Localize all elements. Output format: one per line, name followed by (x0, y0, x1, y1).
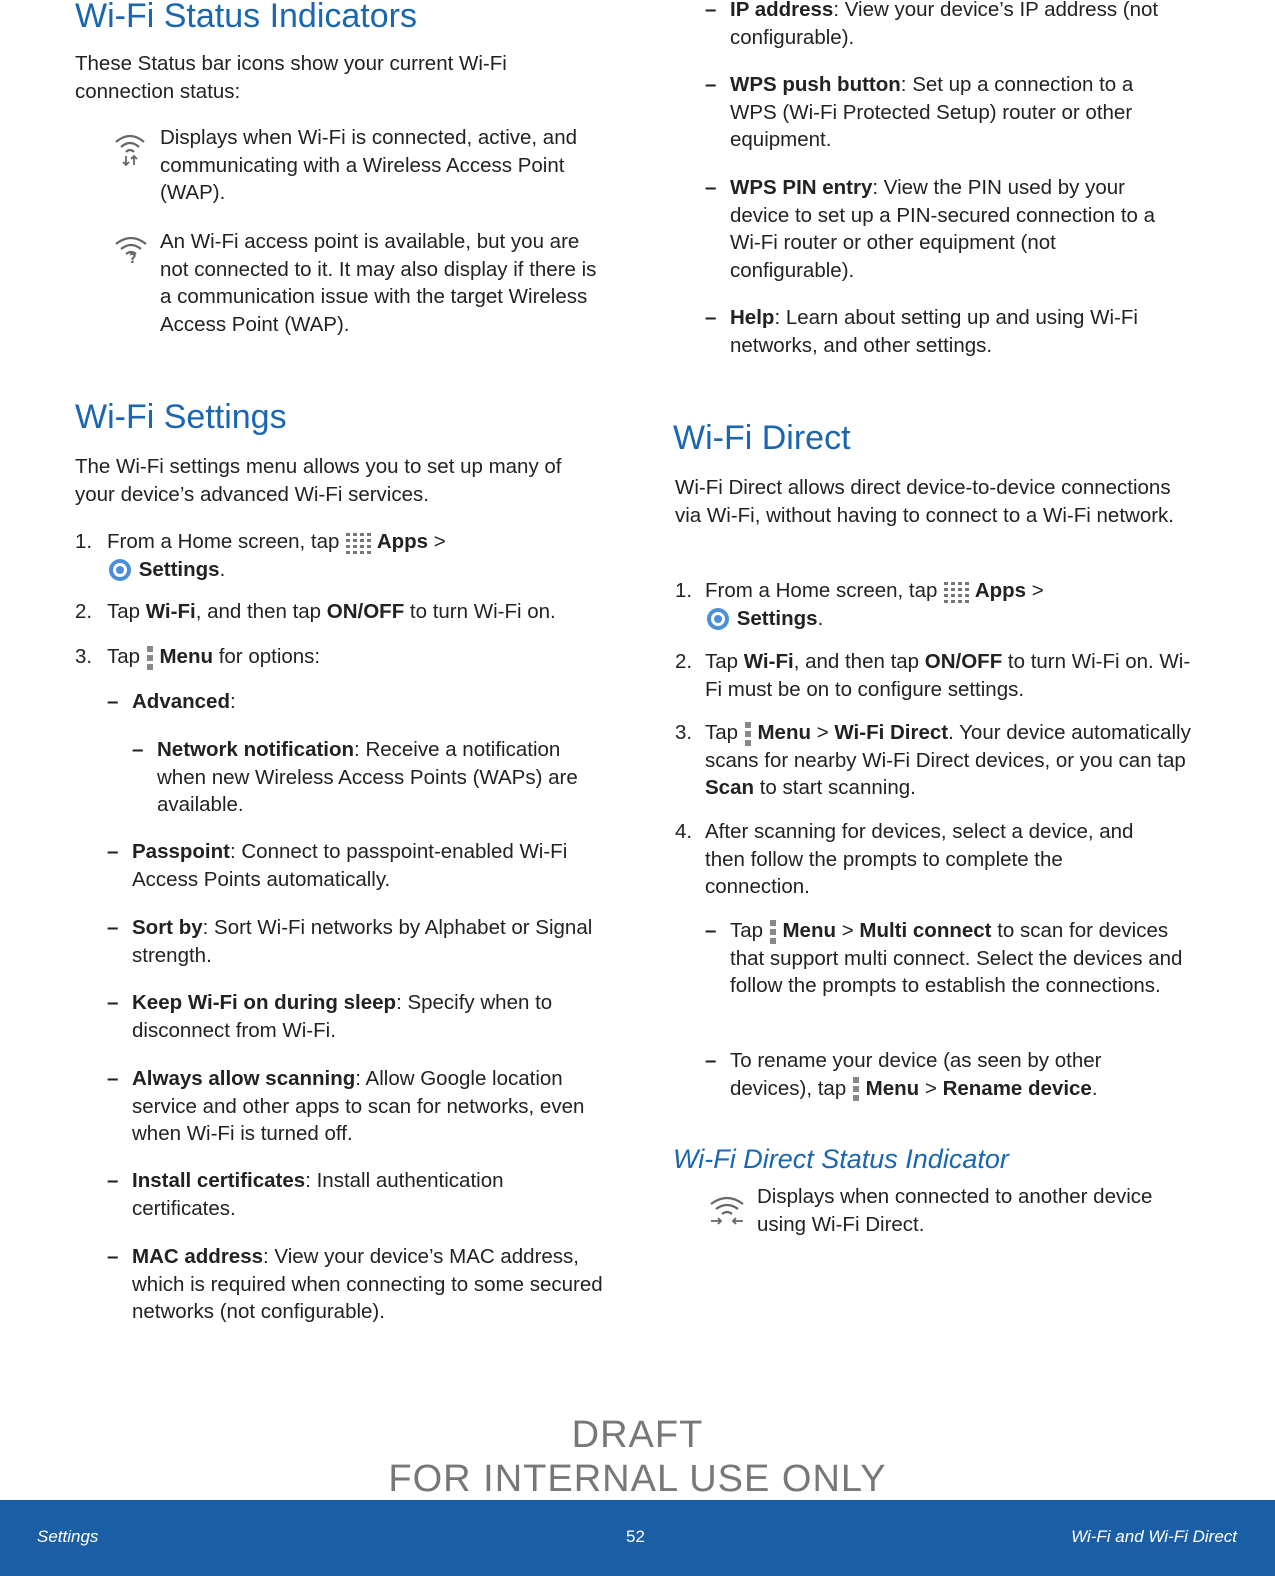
apps-label: Apps (974, 579, 1027, 602)
step2-text: , and then tap (793, 650, 920, 673)
term: Network notification (157, 738, 355, 761)
step1-text: From a Home screen, tap (705, 579, 938, 602)
term: WPS PIN entry (730, 176, 873, 199)
status-intro: These Status bar icons show your current Wi-Fi connection status: (75, 52, 507, 103)
desc: : Learn about setting up and using Wi-Fi networks, and other settings. (730, 306, 1138, 357)
term: Keep Wi-Fi on during sleep (132, 991, 397, 1014)
direct-step4: After scanning for devices, select a device, and then follow the prompts to complete the connection. (705, 820, 1134, 898)
dash: – (132, 738, 144, 761)
heading-status-indicators: Wi-Fi Status Indicators (75, 0, 417, 35)
dash: – (107, 991, 119, 1014)
step1-number: 1. (675, 579, 693, 602)
step3-end: to start scanning. (759, 776, 916, 799)
network-notification-item (157, 736, 607, 819)
term: IP address (730, 0, 834, 21)
direct-step2 (705, 648, 1205, 703)
step2-number: 2. (75, 600, 93, 623)
desc: : Set up a connection to a WPS (Wi-Fi Protected Setup) router or other equipment. (730, 73, 1134, 151)
onoff-label: ON/OFF (924, 650, 1003, 673)
term: MAC address (132, 1245, 264, 1268)
menu-label: Menu (757, 721, 811, 744)
onoff-label: ON/OFF (326, 600, 405, 623)
direct-intro: Wi-Fi Direct allows direct device-to-device connections via Wi-Fi, without having to connect to a Wi-Fi network. (675, 476, 1175, 527)
multi-connect-item (730, 917, 1205, 1000)
menu-label: Menu (782, 919, 836, 942)
period: . (1091, 1076, 1098, 1100)
dash: – (705, 306, 717, 329)
menu-dots-icon (744, 722, 752, 746)
mac-address-item (132, 1243, 607, 1326)
desc: : View your device’s IP address (not configurable). (730, 0, 1159, 49)
dash: – (705, 176, 717, 199)
wifi-connected-icon (113, 130, 147, 175)
direct-step1 (705, 577, 1195, 632)
step2-number: 2. (675, 650, 693, 673)
gt-sep: > (1031, 579, 1044, 602)
term: Passpoint (132, 840, 230, 863)
step1-text: From a Home screen, tap (107, 530, 340, 553)
dash: – (705, 0, 717, 21)
period: . (817, 606, 824, 630)
multi-connect-label: Multi connect (859, 919, 992, 942)
wifi-direct-label: Wi-Fi Direct (834, 721, 949, 744)
always-scan-item (132, 1065, 607, 1148)
term: Help (730, 306, 775, 329)
footer-chapter: Wi-Fi and Wi-Fi Direct (1071, 1527, 1237, 1546)
advanced-item (132, 688, 236, 716)
step2-tap: Tap (107, 600, 141, 623)
footer-section: Settings (37, 1527, 99, 1546)
dash: – (107, 840, 119, 863)
internal-use-watermark: FOR INTERNAL USE ONLY (388, 1458, 887, 1500)
desc: : View the PIN used by your device to set up a PIN-secured connection to a Wi-Fi router or other equipment (not configurable). (730, 176, 1156, 282)
menu-label: Menu (159, 645, 213, 668)
tap: Tap (730, 919, 764, 942)
term: Install certificates (132, 1169, 306, 1192)
step2-end: to turn Wi-Fi on. (409, 600, 556, 623)
wifi-label: Wi-Fi (145, 600, 196, 623)
rename-device-label: Rename device (942, 1076, 1092, 1100)
settings-label: Settings (138, 557, 220, 581)
rename-text: To rename your device (as seen by other devices), tap (730, 1049, 1102, 1100)
gt-sep: > (816, 721, 829, 744)
step1-number: 1. (75, 530, 93, 553)
scan-label: Scan (705, 776, 754, 799)
dash: – (107, 1169, 119, 1192)
heading-direct-indicator: Wi-Fi Direct Status Indicator (673, 1144, 1009, 1174)
dash: – (107, 916, 119, 939)
direct-step3 (705, 719, 1205, 802)
settings-intro: The Wi-Fi settings menu allows you to set up many of your device’s advanced Wi-Fi services. (75, 455, 562, 506)
dash: – (705, 1049, 717, 1072)
keep-wifi-item (132, 989, 602, 1044)
ip-address-item (730, 0, 1205, 51)
step3-number: 3. (675, 721, 693, 744)
desc: : Allow Google location service and other apps to scan for networks, even when Wi-Fi is turned off. (132, 1067, 585, 1145)
settings-label: Settings (736, 606, 818, 630)
passpoint-item (132, 838, 602, 893)
colon: : (229, 690, 236, 713)
rename-item (730, 1047, 1160, 1102)
help-item (730, 304, 1190, 359)
menu-dots-icon (146, 646, 154, 670)
desc: : Sort Wi-Fi networks by Alphabet or Signal strength. (132, 916, 593, 967)
icon1-description: Displays when Wi-Fi is connected, active, and communicating with a Wireless Access Point (WAP). (160, 126, 578, 204)
desc: : Install authentication certificates. (132, 1169, 504, 1220)
wifi-direct-icon (707, 1192, 747, 1233)
settings-gear-icon (705, 606, 731, 632)
dash: – (107, 1067, 119, 1090)
menu-dots-icon (769, 920, 777, 944)
heading-wifi-direct: Wi-Fi Direct (673, 419, 851, 457)
term: Sort by (132, 916, 203, 939)
desc: : Specify when to disconnect from Wi-Fi. (132, 991, 553, 1042)
step4-number: 4. (675, 820, 693, 843)
wps-pin-item (730, 174, 1170, 284)
menu-dots-icon (852, 1077, 860, 1101)
gt-sep: > (841, 919, 854, 942)
step1 (107, 528, 597, 583)
wifi-available-icon (113, 232, 149, 271)
indicator-description: Displays when connected to another device using Wi-Fi Direct. (757, 1185, 1153, 1236)
sort-by-item (132, 914, 602, 969)
dash: – (107, 690, 119, 713)
period: . (219, 557, 226, 581)
step3-tap: Tap (107, 645, 141, 668)
icon2-description: An Wi-Fi access point is available, but you are not connected to it. It may also display if there is a communication issue with the target Wireless Access Point (WAP). (160, 230, 597, 336)
menu-label: Menu (865, 1076, 920, 1100)
gt-sep: > (433, 530, 446, 553)
desc: : Receive a notification when new Wireless Access Points (WAPs) are available. (157, 738, 578, 816)
step3-tap: Tap (705, 721, 739, 744)
step3-text: for options: (218, 645, 321, 668)
step2-end: to turn Wi-Fi on. Wi-Fi must be on to configure settings. (705, 650, 1191, 701)
dash: – (705, 73, 717, 96)
svg-text:?: ? (129, 252, 137, 266)
gt-sep: > (924, 1076, 937, 1100)
step2 (107, 598, 607, 626)
page-number: 52 (626, 1527, 645, 1546)
settings-gear-icon (107, 557, 133, 583)
step2-tap: Tap (705, 650, 739, 673)
page-footer (0, 1500, 1275, 1576)
wifi-label: Wi-Fi (743, 650, 794, 673)
apps-label: Apps (376, 530, 429, 553)
dash: – (705, 919, 717, 942)
step2-text: , and then tap (195, 600, 322, 623)
apps-grid-icon (345, 532, 371, 554)
step3-number: 3. (75, 645, 93, 668)
install-cert-item (132, 1167, 572, 1222)
advanced-label: Advanced (132, 690, 230, 713)
apps-grid-icon (943, 581, 969, 603)
dash: – (107, 1245, 119, 1268)
desc: to scan for devices that support multi connect. Select the devices and follow the prompts to establish the connections. (730, 919, 1183, 997)
step3 (107, 643, 607, 671)
draft-watermark: DRAFT (571, 1414, 704, 1456)
heading-wifi-settings: Wi-Fi Settings (75, 398, 287, 436)
step3-text: . Your device automatically scans for nearby Wi-Fi Direct devices, or you can tap (705, 721, 1191, 772)
desc: : View your device’s MAC address, which is required when connecting to some secured networks (not configurable). (132, 1245, 603, 1323)
desc: : Connect to passpoint-enabled Wi-Fi Access Points automatically. (132, 840, 568, 891)
wps-push-item (730, 71, 1185, 154)
term: WPS push button (730, 73, 901, 96)
term: Always allow scanning (132, 1067, 356, 1090)
